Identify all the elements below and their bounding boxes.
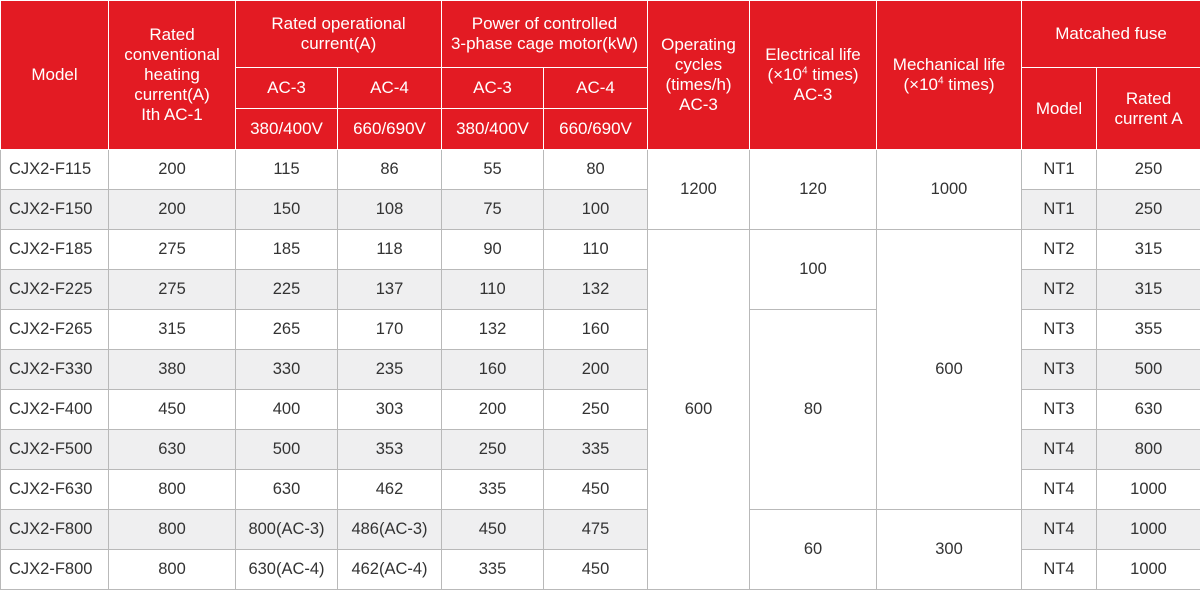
header-current-voltage-380: 380/400V — [236, 109, 338, 150]
cell-ith: 450 — [109, 390, 236, 430]
header-current-voltage-660: 660/690V — [338, 109, 442, 150]
header-power-voltage-380: 380/400V — [442, 109, 544, 150]
cell-current-ac4: 137 — [338, 270, 442, 310]
cell-current-ac4: 86 — [338, 150, 442, 190]
cell-current-ac3: 630 — [236, 470, 338, 510]
cell-fuse-model: NT3 — [1022, 390, 1097, 430]
cell-current-ac3: 400 — [236, 390, 338, 430]
cell-current-ac3: 800(AC-3) — [236, 510, 338, 550]
header-rated-heating-current: Rated conventional heating current(A) Ith AC-1 — [109, 1, 236, 150]
cell-current-ac3: 330 — [236, 350, 338, 390]
table-row — [1, 510, 1200, 550]
table-row — [1, 230, 1200, 270]
cell-fuse-model: NT1 — [1022, 190, 1097, 230]
cell-power-ac4: 450 — [544, 550, 648, 590]
cell-ith: 315 — [109, 310, 236, 350]
cell-fuse-rated: 630 — [1097, 390, 1200, 430]
header-mechanical-life: Mechanical life ($\times 10^4$ times) — [877, 1, 1022, 150]
cell-power-ac4: 475 — [544, 510, 648, 550]
cell-power-ac3: 132 — [442, 310, 544, 350]
cell-model: CJX2-F185 — [1, 230, 109, 270]
header-operating-cycles: Operating cycles (times/h) AC-3 — [648, 1, 750, 150]
header-rated-operational-current: Rated operational current(A) — [236, 1, 442, 68]
table-header — [1, 1, 1200, 150]
cell-fuse-rated: 315 — [1097, 230, 1200, 270]
cell-power-ac4: 200 — [544, 350, 648, 390]
cell-electrical-life: 60 — [750, 510, 877, 590]
cell-current-ac4: 235 — [338, 350, 442, 390]
cell-ith: 800 — [109, 470, 236, 510]
cell-current-ac4: 462(AC-4) — [338, 550, 442, 590]
cell-current-ac3: 500 — [236, 430, 338, 470]
cell-model: CJX2-F400 — [1, 390, 109, 430]
cell-fuse-rated: 1000 — [1097, 550, 1200, 590]
cell-current-ac3: 185 — [236, 230, 338, 270]
cell-operating-cycles: 1200 — [648, 150, 750, 230]
header-power-voltage-660: 660/690V — [544, 109, 648, 150]
cell-fuse-rated: 800 — [1097, 430, 1200, 470]
cell-operating-cycles: 600 — [648, 230, 750, 590]
cell-current-ac3: 115 — [236, 150, 338, 190]
cell-current-ac4: 462 — [338, 470, 442, 510]
cell-mechanical-life: 600 — [877, 230, 1022, 510]
cell-power-ac3: 110 — [442, 270, 544, 310]
header-power-ac3: AC-3 — [442, 68, 544, 109]
cell-power-ac4: 80 — [544, 150, 648, 190]
cell-ith: 380 — [109, 350, 236, 390]
cell-current-ac4: 108 — [338, 190, 442, 230]
cell-model: CJX2-F500 — [1, 430, 109, 470]
cell-fuse-model: NT4 — [1022, 550, 1097, 590]
cell-power-ac4: 160 — [544, 310, 648, 350]
header-power-ac4: AC-4 — [544, 68, 648, 109]
cell-ith: 200 — [109, 190, 236, 230]
cell-current-ac4: 303 — [338, 390, 442, 430]
cell-fuse-model: NT3 — [1022, 350, 1097, 390]
cell-fuse-rated: 1000 — [1097, 470, 1200, 510]
cell-ith: 275 — [109, 230, 236, 270]
header-current-ac3: AC-3 — [236, 68, 338, 109]
cell-fuse-model: NT2 — [1022, 270, 1097, 310]
cell-electrical-life: 120 — [750, 150, 877, 230]
cell-current-ac3: 225 — [236, 270, 338, 310]
table-body — [1, 150, 1200, 590]
cell-power-ac4: 110 — [544, 230, 648, 270]
cell-fuse-model: NT4 — [1022, 430, 1097, 470]
header-model: Model — [1, 1, 109, 150]
cell-power-ac4: 100 — [544, 190, 648, 230]
cell-current-ac3: 265 — [236, 310, 338, 350]
cell-fuse-model: NT4 — [1022, 470, 1097, 510]
cell-model: CJX2-F800 — [1, 550, 109, 590]
cell-mechanical-life: 300 — [877, 510, 1022, 590]
cell-model: CJX2-F330 — [1, 350, 109, 390]
table-row — [1, 150, 1200, 190]
cell-current-ac4: 486(AC-3) — [338, 510, 442, 550]
cell-ith: 630 — [109, 430, 236, 470]
header-power-controlled: Power of controlled 3-phase cage motor(kW) — [442, 1, 648, 68]
cell-fuse-rated: 250 — [1097, 190, 1200, 230]
header-fuse-model: Model — [1022, 68, 1097, 150]
cell-power-ac4: 250 — [544, 390, 648, 430]
cell-model: CJX2-F115 — [1, 150, 109, 190]
cell-power-ac3: 160 — [442, 350, 544, 390]
cell-ith: 800 — [109, 510, 236, 550]
header-fuse-rated-current: Rated current A — [1097, 68, 1200, 150]
header-electrical-life: Electrical life ($\times 10^4$ times) AC-3 — [750, 1, 877, 150]
cell-ith: 200 — [109, 150, 236, 190]
cell-current-ac3: 630(AC-4) — [236, 550, 338, 590]
cell-fuse-rated: 1000 — [1097, 510, 1200, 550]
cell-fuse-model: NT2 — [1022, 230, 1097, 270]
cell-power-ac4: 335 — [544, 430, 648, 470]
cell-current-ac3: 150 — [236, 190, 338, 230]
cell-power-ac3: 250 — [442, 430, 544, 470]
cell-power-ac4: 450 — [544, 470, 648, 510]
cell-electrical-life: 80 — [750, 310, 877, 510]
cell-fuse-model: NT4 — [1022, 510, 1097, 550]
cell-power-ac3: 55 — [442, 150, 544, 190]
cell-electrical-life: 100 — [750, 230, 877, 310]
cell-current-ac4: 353 — [338, 430, 442, 470]
cell-power-ac3: 335 — [442, 470, 544, 510]
header-matched-fuse: Matcahed fuse — [1022, 1, 1200, 68]
cell-power-ac3: 450 — [442, 510, 544, 550]
cell-ith: 800 — [109, 550, 236, 590]
cell-current-ac4: 118 — [338, 230, 442, 270]
cell-model: CJX2-F225 — [1, 270, 109, 310]
cell-fuse-rated: 315 — [1097, 270, 1200, 310]
cell-power-ac3: 335 — [442, 550, 544, 590]
cell-power-ac3: 200 — [442, 390, 544, 430]
cell-fuse-model: NT1 — [1022, 150, 1097, 190]
cell-mechanical-life: 1000 — [877, 150, 1022, 230]
header-current-ac4: AC-4 — [338, 68, 442, 109]
cell-model: CJX2-F630 — [1, 470, 109, 510]
cell-power-ac4: 132 — [544, 270, 648, 310]
cell-fuse-rated: 250 — [1097, 150, 1200, 190]
cell-current-ac4: 170 — [338, 310, 442, 350]
cell-model: CJX2-F800 — [1, 510, 109, 550]
cell-model: CJX2-F150 — [1, 190, 109, 230]
cell-model: CJX2-F265 — [1, 310, 109, 350]
cell-fuse-rated: 355 — [1097, 310, 1200, 350]
cell-ith: 275 — [109, 270, 236, 310]
cell-fuse-rated: 500 — [1097, 350, 1200, 390]
cell-power-ac3: 75 — [442, 190, 544, 230]
cell-fuse-model: NT3 — [1022, 310, 1097, 350]
cell-power-ac3: 90 — [442, 230, 544, 270]
